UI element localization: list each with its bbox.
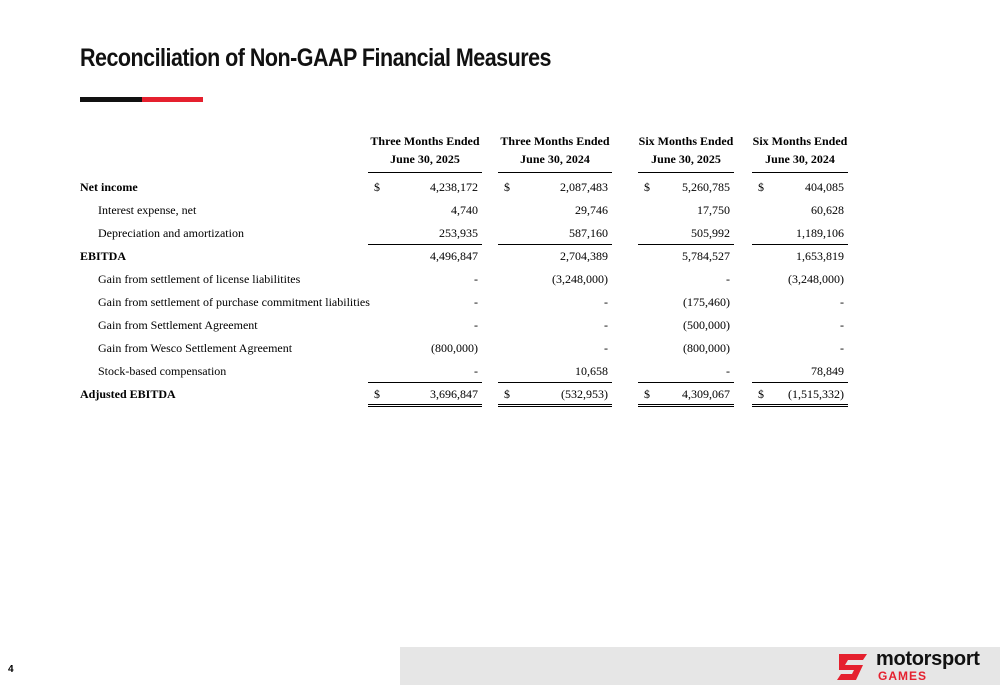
table-row [80, 337, 848, 360]
table-cell [364, 314, 482, 337]
table-cell [494, 337, 612, 360]
table-cell [364, 199, 482, 222]
cell-value: - [474, 318, 478, 332]
table-cell [634, 360, 734, 383]
table-cell [748, 291, 848, 314]
table-row [80, 383, 848, 406]
cell-value: - [840, 318, 844, 332]
table-cell [494, 222, 612, 245]
currency-symbol: $ [644, 387, 650, 401]
total-double-rule [498, 404, 612, 407]
cell-value: - [604, 341, 608, 355]
table-row [80, 222, 848, 245]
table-cell [494, 360, 612, 383]
row-label: Interest expense, net [98, 203, 197, 217]
table-cell [748, 268, 848, 291]
subtotal-rule [368, 382, 482, 383]
cell-value: - [726, 364, 730, 378]
cell-value: - [840, 295, 844, 309]
cell-value: 1,653,819 [796, 249, 844, 263]
cell-value: 2,087,483 [560, 180, 608, 194]
cell-value: (175,460) [683, 295, 730, 309]
cell-value: (1,515,332) [788, 387, 844, 401]
row-label: Gain from settlement of purchase commitment liabilities [98, 295, 370, 309]
table-cell [364, 222, 482, 245]
column-header-line2: June 30, 2024 [765, 152, 835, 166]
table-cell [494, 176, 612, 199]
cell-value: - [726, 272, 730, 286]
currency-symbol: $ [504, 180, 510, 194]
cell-value: - [474, 364, 478, 378]
table-cell [634, 337, 734, 360]
cell-value: 17,750 [697, 203, 730, 217]
column-header-line2: June 30, 2025 [390, 152, 460, 166]
column-header-line1: Six Months Ended [638, 134, 734, 148]
cell-value: (800,000) [683, 341, 730, 355]
table-cell [748, 314, 848, 337]
table-cell [634, 199, 734, 222]
cell-value: 253,935 [439, 226, 478, 240]
cell-value: 505,992 [691, 226, 730, 240]
table-cell [364, 291, 482, 314]
table-cell [364, 337, 482, 360]
row-label: Depreciation and amortization [98, 226, 244, 240]
table-cell [364, 245, 482, 268]
subtotal-rule [638, 382, 734, 383]
cell-value: (500,000) [683, 318, 730, 332]
cell-value: 3,696,847 [430, 387, 478, 401]
table-cell [748, 222, 848, 245]
logo-text-motorsport: motorsport [876, 648, 980, 670]
table-cell [634, 268, 734, 291]
table-row [80, 360, 848, 383]
table-cell [494, 383, 612, 406]
table-cell [748, 176, 848, 199]
subtotal-rule [498, 382, 612, 383]
cell-value: 10,658 [575, 364, 608, 378]
table-cell [634, 383, 734, 406]
subtotal-rule [368, 244, 482, 245]
table-cell [364, 360, 482, 383]
cell-value: 4,740 [451, 203, 478, 217]
cell-value: - [474, 295, 478, 309]
cell-value: 404,085 [805, 180, 844, 194]
table-cell [364, 383, 482, 406]
subtotal-rule [498, 244, 612, 245]
column-header-line2: June 30, 2024 [520, 152, 590, 166]
column-header-line2: June 30, 2025 [651, 152, 721, 166]
cell-value: (532,953) [561, 387, 608, 401]
cell-value: 29,746 [575, 203, 608, 217]
cell-value: 60,628 [811, 203, 844, 217]
row-label: Gain from Settlement Agreement [98, 318, 258, 332]
cell-value: (800,000) [431, 341, 478, 355]
table-row [80, 176, 848, 199]
table-cell [634, 314, 734, 337]
table-row [80, 314, 848, 337]
currency-symbol: $ [644, 180, 650, 194]
table-cell [634, 176, 734, 199]
cell-value: 78,849 [811, 364, 844, 378]
cell-value: - [604, 295, 608, 309]
subtotal-rule [752, 382, 848, 383]
row-label: Stock-based compensation [98, 364, 227, 378]
column-header-line1: Six Months Ended [752, 134, 848, 148]
title-accent-bar-red [142, 97, 203, 102]
currency-symbol: $ [758, 387, 764, 401]
row-label: Gain from Wesco Settlement Agreement [98, 341, 293, 355]
cell-value: 5,784,527 [682, 249, 730, 263]
total-double-rule [638, 404, 734, 407]
cell-value: 1,189,106 [796, 226, 844, 240]
currency-symbol: $ [758, 180, 764, 194]
table-cell [634, 291, 734, 314]
cell-value: 5,260,785 [682, 180, 730, 194]
column-header [752, 132, 848, 173]
table-row [80, 291, 848, 314]
cell-value: 2,704,389 [560, 249, 608, 263]
row-label: Net income [80, 180, 138, 194]
page-number: 4 [8, 664, 14, 675]
column-header-line1: Three Months Ended [500, 134, 610, 148]
table-cell [748, 360, 848, 383]
column-header [638, 132, 734, 173]
table-cell [494, 291, 612, 314]
page-title: Reconciliation of Non-GAAP Financial Measures [80, 44, 551, 72]
logo-mark-icon [836, 651, 870, 683]
table-cell [748, 199, 848, 222]
row-label: EBITDA [80, 249, 127, 263]
table-row [80, 199, 848, 222]
total-double-rule [752, 404, 848, 407]
table-cell [494, 314, 612, 337]
subtotal-rule [638, 244, 734, 245]
table-cell [634, 245, 734, 268]
cell-value: - [474, 272, 478, 286]
cell-value: - [604, 318, 608, 332]
subtotal-rule [752, 244, 848, 245]
table-cell [494, 268, 612, 291]
row-label: Adjusted EBITDA [80, 387, 176, 401]
table-cell [364, 176, 482, 199]
table-row [80, 268, 848, 291]
table-cell [748, 337, 848, 360]
logo-text-games: GAMES [878, 669, 928, 683]
table-cell [748, 383, 848, 406]
column-header-line1: Three Months Ended [370, 134, 480, 148]
cell-value: - [840, 341, 844, 355]
table-cell [634, 222, 734, 245]
total-double-rule [368, 404, 482, 407]
cell-value: (3,248,000) [788, 272, 844, 286]
currency-symbol: $ [374, 387, 380, 401]
table-cell [364, 268, 482, 291]
title-accent-bar-black [80, 97, 142, 102]
currency-symbol: $ [374, 180, 380, 194]
motorsport-games-logo [836, 650, 994, 684]
cell-value: 4,309,067 [682, 387, 730, 401]
table-cell [748, 245, 848, 268]
currency-symbol: $ [504, 387, 510, 401]
column-header [368, 132, 482, 173]
table-cell [494, 245, 612, 268]
table-row [80, 245, 848, 268]
cell-value: 4,238,172 [430, 180, 478, 194]
cell-value: (3,248,000) [552, 272, 608, 286]
column-header [498, 132, 612, 173]
cell-value: 4,496,847 [430, 249, 478, 263]
cell-value: 587,160 [569, 226, 608, 240]
table-cell [494, 199, 612, 222]
row-label: Gain from settlement of license liabilitites [98, 272, 301, 286]
